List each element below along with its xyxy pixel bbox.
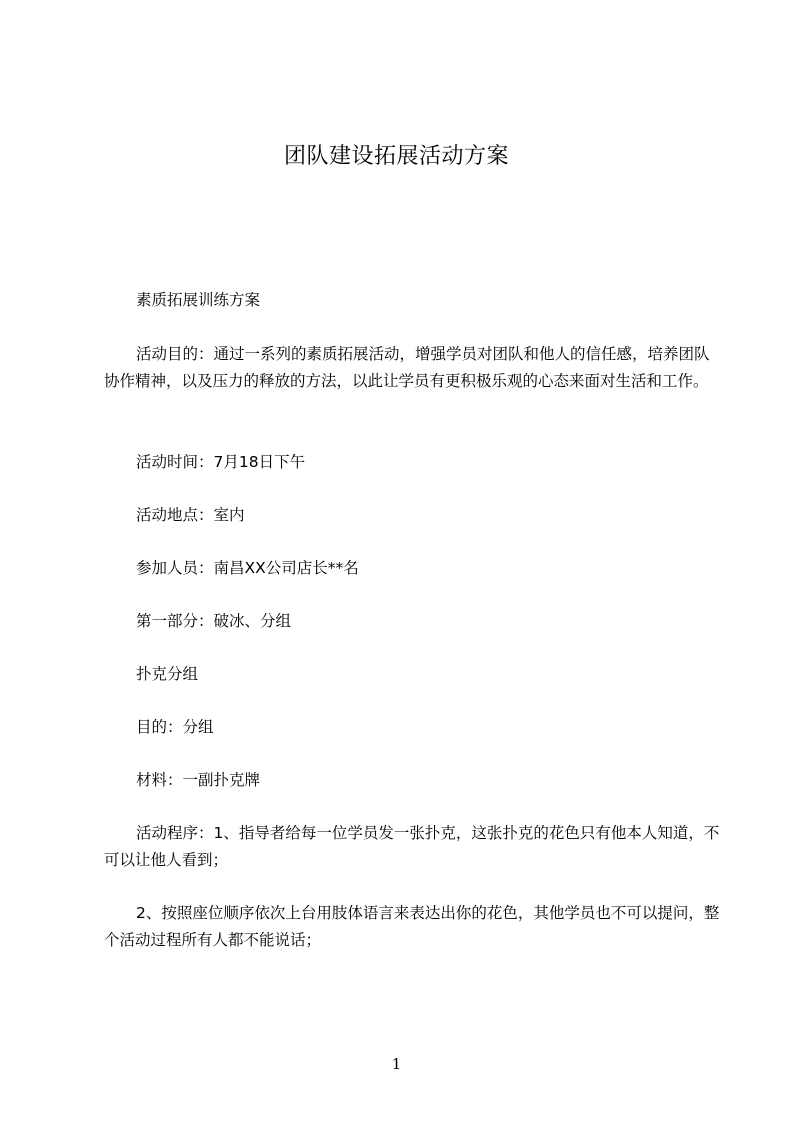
paragraph-procedure-1: 活动程序：1、指导者给每一位学员发一张扑克，这张扑克的花色只有他本人知道，不可以让他人看到； (104, 824, 720, 869)
paragraph-time: 活动时间：7月18日下午 (136, 453, 306, 471)
section-heading: 素质拓展训练方案 (136, 291, 261, 309)
paragraph-purpose: 活动目的：通过一系列的素质拓展活动，增强学员对团队和他人的信任感，培养团队协作精神，以及压力的释放的方法，以此让学员有更积极乐观的心态来面对生活和工作。 (104, 345, 710, 390)
paragraph-procedure-2: 2、按照座位顺序依次上台用肢体语言来表达出你的花色，其他学员也不可以提问，整个活动过程所有人都不能说话； (104, 904, 720, 949)
paragraph-part-one: 第一部分：破冰、分组 (136, 612, 292, 630)
paragraph-location: 活动地点：室内 (136, 506, 245, 524)
paragraph-materials: 材料：一副扑克牌 (136, 771, 261, 789)
document-title: 团队建设拓展活动方案 (283, 144, 509, 169)
page-number: 1 (391, 1055, 402, 1073)
paragraph-poker-grouping: 扑克分组 (136, 665, 199, 683)
paragraph-participants: 参加人员：南昌XX公司店长**名 (136, 559, 359, 577)
paragraph-goal: 目的：分组 (136, 718, 214, 736)
